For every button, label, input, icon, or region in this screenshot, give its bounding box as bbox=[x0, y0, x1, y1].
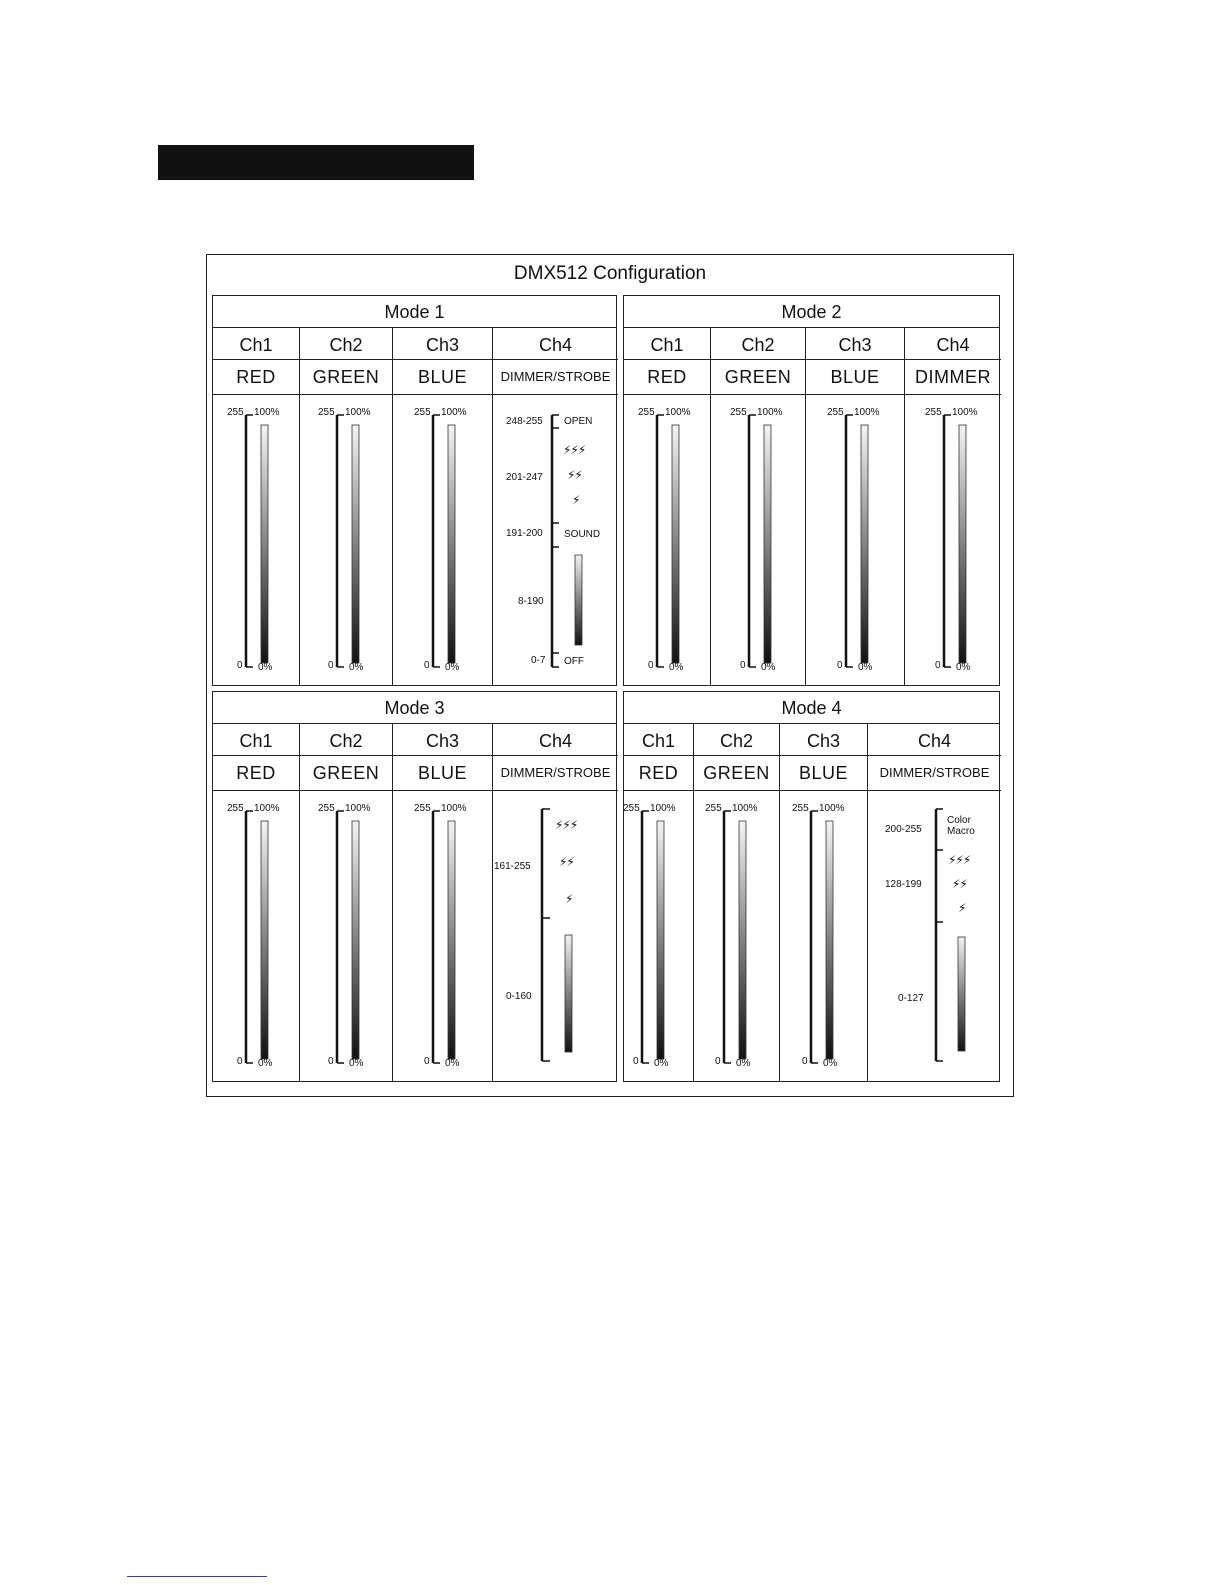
scale-max-value: 255 bbox=[414, 407, 431, 418]
gradient-bar bbox=[261, 821, 268, 1059]
scale-max-value: 255 bbox=[705, 803, 722, 814]
scale-max-value: 255 bbox=[792, 803, 809, 814]
gradient-bar bbox=[739, 821, 746, 1059]
gradient-bar bbox=[672, 425, 679, 663]
mode-2-ch2 bbox=[710, 328, 805, 685]
scale-min-value: 0 bbox=[328, 660, 334, 671]
mode-1-panel bbox=[212, 295, 617, 686]
function-label: BLUE bbox=[780, 756, 867, 791]
mode-2-ch3 bbox=[805, 328, 904, 685]
channel-label: Ch1 bbox=[624, 724, 693, 756]
function-label: DIMMER/STROBE bbox=[493, 360, 618, 395]
function-label: BLUE bbox=[393, 756, 492, 791]
range-label: 191-200 bbox=[506, 528, 543, 539]
mode-3-ch2 bbox=[299, 724, 392, 1081]
mode-1-ch2 bbox=[299, 328, 392, 685]
linear-scale bbox=[300, 395, 392, 685]
gradient-bar bbox=[764, 425, 771, 663]
scale-max-pct: 100% bbox=[854, 407, 880, 418]
scale-drawing bbox=[694, 791, 780, 1081]
strobe-fast-icon: ⚡⚡⚡ bbox=[555, 818, 578, 832]
scale-min-value: 0 bbox=[633, 1056, 639, 1067]
section-header-bar bbox=[158, 145, 474, 180]
function-label: DIMMER bbox=[905, 360, 1001, 395]
scale-min-pct: 0% bbox=[258, 1058, 273, 1069]
channel-label: Ch3 bbox=[806, 328, 904, 360]
channel-label: Ch1 bbox=[213, 328, 299, 360]
function-label: RED bbox=[624, 360, 710, 395]
scale-max-value: 255 bbox=[925, 407, 942, 418]
scale-min-value: 0 bbox=[837, 660, 843, 671]
scale-drawing bbox=[300, 791, 393, 1081]
range-text: Color Macro bbox=[947, 815, 975, 837]
function-label: GREEN bbox=[694, 756, 779, 791]
function-label: BLUE bbox=[806, 360, 904, 395]
channel-label: Ch4 bbox=[493, 328, 618, 360]
scale-min-value: 0 bbox=[237, 660, 243, 671]
footer-link-underline bbox=[127, 1576, 267, 1577]
range-label: 0-127 bbox=[898, 993, 924, 1004]
scale-min-pct: 0% bbox=[654, 1058, 669, 1069]
gradient-bar bbox=[352, 425, 359, 663]
scale-max-pct: 100% bbox=[952, 407, 978, 418]
scale-max-value: 255 bbox=[638, 407, 655, 418]
scale-drawing bbox=[905, 395, 1002, 685]
range-label: 161-255 bbox=[494, 861, 531, 872]
linear-scale bbox=[780, 791, 867, 1081]
linear-scale bbox=[213, 791, 299, 1081]
channel-label: Ch1 bbox=[624, 328, 710, 360]
channel-label: Ch3 bbox=[780, 724, 867, 756]
range-label: 201-247 bbox=[506, 472, 543, 483]
gradient-bar bbox=[657, 821, 664, 1059]
strobe-medium-icon: ⚡⚡ bbox=[952, 877, 967, 891]
channel-label: Ch2 bbox=[300, 328, 392, 360]
scale-min-pct: 0% bbox=[445, 662, 460, 673]
scale-max-pct: 100% bbox=[441, 803, 467, 814]
scale-max-value: 255 bbox=[827, 407, 844, 418]
scale-min-pct: 0% bbox=[823, 1058, 838, 1069]
scale-max-value: 255 bbox=[414, 803, 431, 814]
strobe-medium-icon: ⚡⚡ bbox=[567, 468, 582, 482]
scale-min-value: 0 bbox=[715, 1056, 721, 1067]
scale-min-value: 0 bbox=[237, 1056, 243, 1067]
scale-drawing bbox=[806, 395, 905, 685]
gradient-bar bbox=[352, 821, 359, 1059]
scale-drawing bbox=[213, 395, 299, 685]
linear-scale bbox=[624, 395, 710, 685]
function-label: GREEN bbox=[300, 756, 392, 791]
strobe-medium-icon: ⚡⚡ bbox=[559, 855, 574, 869]
linear-scale bbox=[694, 791, 779, 1081]
range-scale-drawing bbox=[493, 395, 619, 685]
scale-min-pct: 0% bbox=[445, 1058, 460, 1069]
scale-max-pct: 100% bbox=[345, 803, 371, 814]
channel-label: Ch4 bbox=[493, 724, 618, 756]
scale-drawing bbox=[393, 791, 493, 1081]
scale-max-pct: 100% bbox=[650, 803, 676, 814]
function-label: RED bbox=[213, 360, 299, 395]
scale-max-pct: 100% bbox=[441, 407, 467, 418]
function-label: RED bbox=[624, 756, 693, 791]
scale-min-value: 0 bbox=[648, 660, 654, 671]
scale-max-value: 255 bbox=[227, 803, 244, 814]
scale-min-pct: 0% bbox=[858, 662, 873, 673]
scale-max-pct: 100% bbox=[665, 407, 691, 418]
mode-2-ch1 bbox=[624, 328, 710, 685]
mode-1-ch4 bbox=[492, 328, 618, 685]
linear-scale bbox=[393, 395, 492, 685]
scale-drawing bbox=[300, 395, 393, 685]
scale-min-value: 0 bbox=[802, 1056, 808, 1067]
mode-4-title: Mode 4 bbox=[624, 692, 999, 724]
scale-max-pct: 100% bbox=[254, 803, 280, 814]
mode-2-ch4 bbox=[904, 328, 1001, 685]
scale-max-value: 255 bbox=[730, 407, 747, 418]
linear-scale bbox=[806, 395, 904, 685]
mode-2-title: Mode 2 bbox=[624, 296, 999, 328]
range-scale bbox=[493, 791, 618, 1081]
scale-min-value: 0 bbox=[424, 1056, 430, 1067]
mode-3-ch1 bbox=[213, 724, 299, 1081]
range-scale-drawing bbox=[493, 791, 619, 1081]
scale-drawing bbox=[711, 395, 806, 685]
scale-max-value: 255 bbox=[318, 803, 335, 814]
function-label: GREEN bbox=[711, 360, 805, 395]
linear-scale bbox=[300, 791, 392, 1081]
channel-label: Ch2 bbox=[711, 328, 805, 360]
mode-4-ch4 bbox=[867, 724, 1001, 1081]
scale-min-value: 0 bbox=[328, 1056, 334, 1067]
range-label: 0-160 bbox=[506, 991, 532, 1002]
scale-min-value: 0 bbox=[424, 660, 430, 671]
mode-4-ch2 bbox=[693, 724, 779, 1081]
channel-label: Ch2 bbox=[694, 724, 779, 756]
scale-max-pct: 100% bbox=[345, 407, 371, 418]
function-label: BLUE bbox=[393, 360, 492, 395]
scale-drawing bbox=[393, 395, 493, 685]
strobe-slow-icon: ⚡ bbox=[565, 892, 573, 906]
linear-scale bbox=[711, 395, 805, 685]
function-label: DIMMER/STROBE bbox=[868, 756, 1001, 791]
scale-max-value: 255 bbox=[227, 407, 244, 418]
scale-min-value: 0 bbox=[740, 660, 746, 671]
range-label: 200-255 bbox=[885, 824, 922, 835]
channel-label: Ch3 bbox=[393, 328, 492, 360]
gradient-bar bbox=[448, 821, 455, 1059]
gradient-bar bbox=[826, 821, 833, 1059]
linear-scale bbox=[213, 395, 299, 685]
mode-2-panel bbox=[623, 295, 1000, 686]
channel-label: Ch1 bbox=[213, 724, 299, 756]
strobe-fast-icon: ⚡⚡⚡ bbox=[563, 443, 586, 457]
scale-min-pct: 0% bbox=[736, 1058, 751, 1069]
range-scale bbox=[493, 395, 618, 685]
linear-scale bbox=[624, 791, 693, 1081]
range-label: 0-7 bbox=[531, 655, 546, 666]
linear-scale bbox=[905, 395, 1001, 685]
gradient-bar bbox=[448, 425, 455, 663]
mode-3-ch3 bbox=[392, 724, 492, 1081]
gradient-bar bbox=[959, 425, 966, 663]
mode-4-ch1 bbox=[624, 724, 693, 1081]
scale-drawing bbox=[213, 791, 299, 1081]
range-text: OFF bbox=[564, 656, 584, 667]
range-scale bbox=[868, 791, 1001, 1081]
scale-drawing bbox=[624, 791, 693, 1081]
channel-label: Ch2 bbox=[300, 724, 392, 756]
gradient-bar bbox=[861, 425, 868, 663]
scale-min-pct: 0% bbox=[349, 662, 364, 673]
function-label: RED bbox=[213, 756, 299, 791]
scale-max-pct: 100% bbox=[732, 803, 758, 814]
scale-drawing bbox=[624, 395, 710, 685]
diagram-title: DMX512 Configuration bbox=[513, 263, 707, 284]
function-label: GREEN bbox=[300, 360, 392, 395]
channel-label: Ch3 bbox=[393, 724, 492, 756]
range-label: 8-190 bbox=[518, 596, 544, 607]
mode-3-title: Mode 3 bbox=[213, 692, 616, 724]
scale-min-pct: 0% bbox=[258, 662, 273, 673]
range-text: OPEN bbox=[564, 416, 593, 427]
range-label: 128-199 bbox=[885, 879, 922, 890]
scale-min-pct: 0% bbox=[349, 1058, 364, 1069]
mode-4-ch3 bbox=[779, 724, 867, 1081]
scale-min-pct: 0% bbox=[761, 662, 776, 673]
mode-3-panel bbox=[212, 691, 617, 1082]
strobe-slow-icon: ⚡ bbox=[958, 901, 966, 915]
scale-max-pct: 100% bbox=[757, 407, 783, 418]
range-label: 248-255 bbox=[506, 416, 543, 427]
range-text: SOUND bbox=[564, 529, 601, 540]
scale-min-pct: 0% bbox=[956, 662, 971, 673]
mode-1-ch3 bbox=[392, 328, 492, 685]
mode-3-ch4 bbox=[492, 724, 618, 1081]
channel-label: Ch4 bbox=[868, 724, 1001, 756]
mode-4-panel bbox=[623, 691, 1000, 1082]
strobe-fast-icon: ⚡⚡⚡ bbox=[948, 853, 971, 867]
channel-label: Ch4 bbox=[905, 328, 1001, 360]
scale-min-pct: 0% bbox=[669, 662, 684, 673]
scale-min-value: 0 bbox=[935, 660, 941, 671]
mode-1-title: Mode 1 bbox=[213, 296, 616, 328]
mode-1-ch1 bbox=[213, 328, 299, 685]
scale-max-pct: 100% bbox=[819, 803, 845, 814]
scale-drawing bbox=[780, 791, 868, 1081]
gradient-bar bbox=[261, 425, 268, 663]
strobe-slow-icon: ⚡ bbox=[572, 493, 580, 507]
scale-max-pct: 100% bbox=[254, 407, 280, 418]
dmx-config-diagram bbox=[206, 254, 1014, 1097]
scale-max-value: 255 bbox=[318, 407, 335, 418]
linear-scale bbox=[393, 791, 492, 1081]
scale-max-value: 255 bbox=[623, 803, 640, 814]
function-label: DIMMER/STROBE bbox=[493, 756, 618, 791]
